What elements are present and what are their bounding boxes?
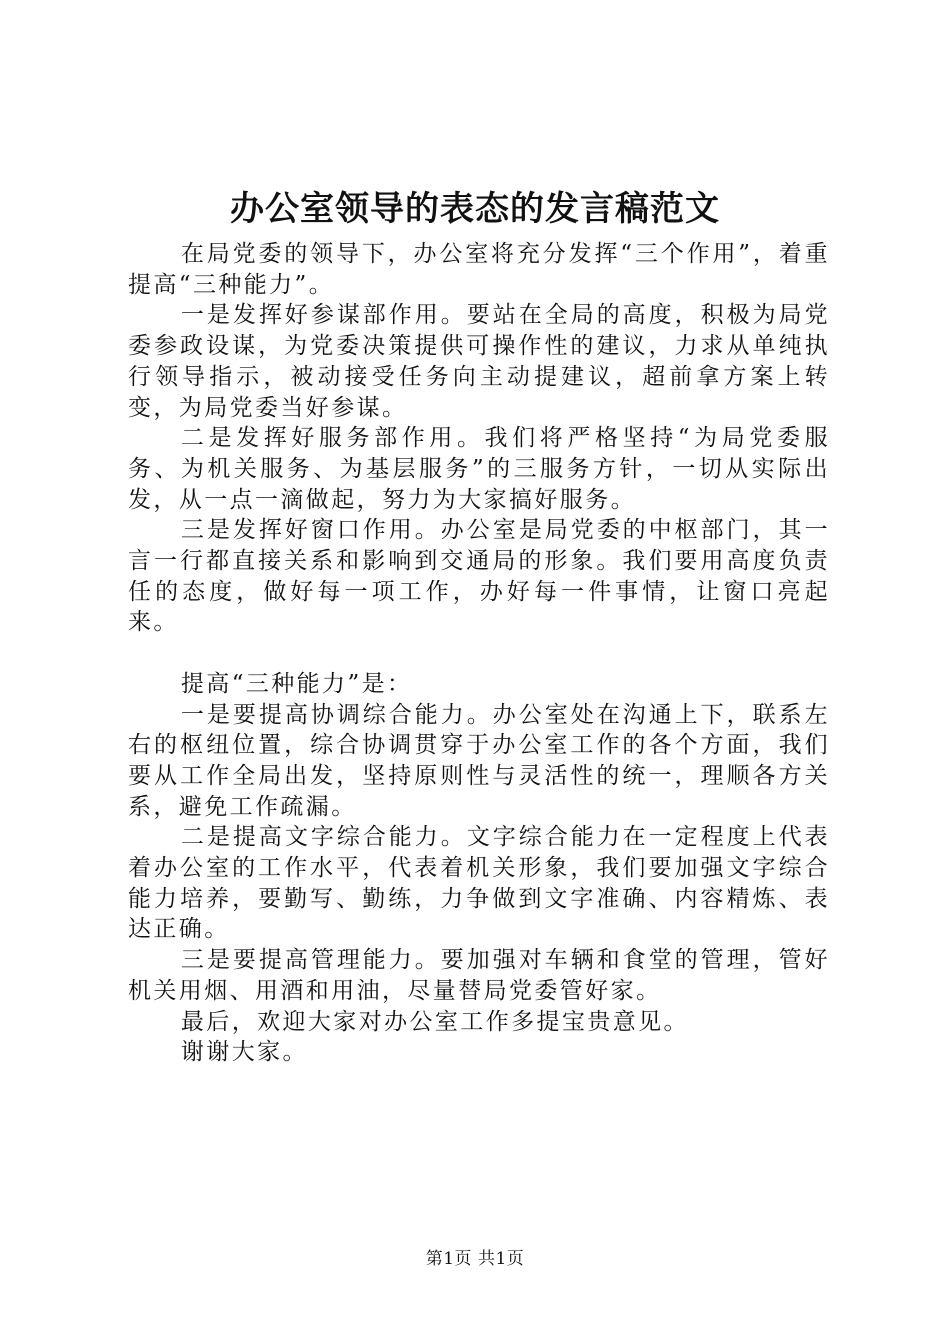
paragraph-abilities-heading: 提高“三种能力”是： bbox=[180, 670, 413, 697]
paragraph-role-advisor: 一是发挥好参谋部作用。要站在全局的高度，积极为局党委参政设谋，为党委决策提供可操作性的建议，力求从单纯执行领导指示，被动接受任务向主动提建议，超前拿方案上转变，为局党委当好参谋。 bbox=[128, 302, 830, 421]
page-footer: 第1页 共1页 bbox=[425, 1249, 525, 1269]
paragraph-role-service: 二是发挥好服务部作用。我们将严格坚持“为局党委服务、为机关服务、为基层服务”的三服务方针，一切从实际出发，从一点一滴做起，努力为大家搞好服务。 bbox=[128, 425, 830, 513]
paragraph-thanks: 谢谢大家。 bbox=[180, 1039, 308, 1066]
document-body bbox=[128, 239, 830, 1068]
paragraph-intro: 在局党委的领导下，办公室将充分发挥“三个作用”，着重提高“三种能力”。 bbox=[128, 241, 830, 298]
paragraph-ability-coordination: 一是要提高协调综合能力。办公室处在沟通上下，联系左右的枢纽位置，综合协调贯穿于办公室工作的各个方面，我们要从工作全局出发，坚持原则性与灵活性的统一，理顺各方关系，避免工作疏漏。 bbox=[128, 701, 830, 820]
paragraph-role-window: 三是发挥好窗口作用。办公室是局党委的中枢部门，其一言一行都直接关系和影响到交通局的形象。我们要用高度负责任的态度，做好每一项工作，办好每一件事情，让窗口亮起来。 bbox=[128, 517, 830, 636]
paragraph-ability-management: 三是要提高管理能力。要加强对车辆和食堂的管理，管好机关用烟、用酒和用油，尽量替局党委管好家。 bbox=[128, 947, 830, 1004]
paragraph-closing: 最后，欢迎大家对办公室工作多提宝贵意见。 bbox=[180, 1008, 689, 1035]
document-title: 办公室领导的表态的发言稿范文 bbox=[230, 189, 720, 229]
paragraph-ability-writing: 二是提高文字综合能力。文字综合能力在一定程度上代表着办公室的工作水平，代表着机关形象，我们要加强文字综合能力培养，要勤写、勤练，力争做到文字准确、内容精炼、表达正确。 bbox=[128, 824, 830, 943]
